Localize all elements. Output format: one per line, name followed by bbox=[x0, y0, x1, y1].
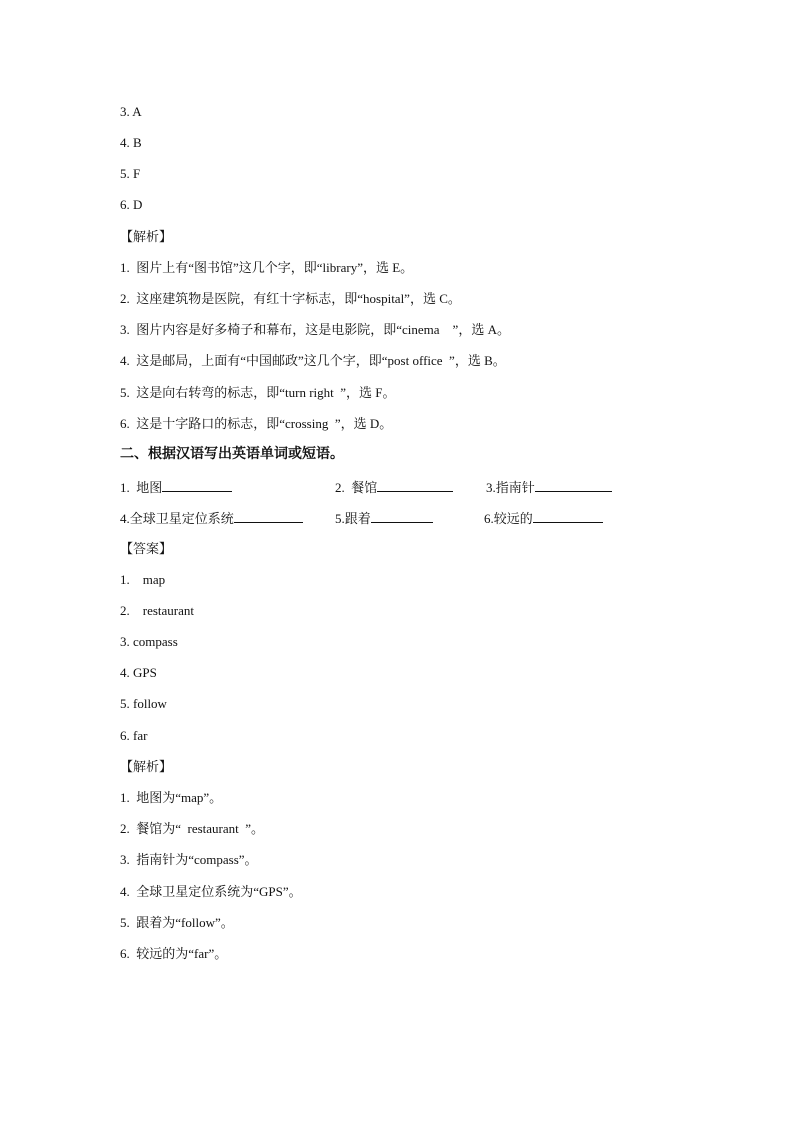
analysis-label: 【解析】 bbox=[120, 759, 173, 774]
analysis-item: 5. 跟着为“follow”。 bbox=[120, 915, 234, 930]
answer-item: 5. follow bbox=[120, 696, 167, 711]
answer-line-4: 4. B bbox=[120, 135, 142, 150]
analysis-label: 【解析】 bbox=[120, 229, 173, 244]
fill-in-item bbox=[120, 478, 232, 496]
answer-blank[interactable] bbox=[535, 478, 612, 492]
answer-line-3: 3. A bbox=[120, 104, 142, 119]
answer-blank[interactable] bbox=[371, 509, 433, 523]
fill-in-prompt: 3.指南针 bbox=[486, 480, 535, 495]
analysis-item: 2. 餐馆为“ restaurant ”。 bbox=[120, 821, 265, 836]
analysis-item: 4. 全球卫星定位系统为“GPS”。 bbox=[120, 884, 302, 899]
answer-blank[interactable] bbox=[234, 509, 303, 523]
fill-in-item bbox=[486, 478, 612, 496]
answer-label: 【答案】 bbox=[120, 541, 173, 556]
fill-in-prompt: 1. 地图 bbox=[120, 480, 163, 495]
section-heading: 二、根据汉语写出英语单词或短语。 bbox=[120, 447, 344, 462]
fill-in-prompt: 5.跟着 bbox=[335, 511, 371, 526]
answer-item: 1. map bbox=[120, 572, 166, 587]
answer-item: 2. restaurant bbox=[120, 603, 195, 618]
answer-blank[interactable] bbox=[533, 509, 603, 523]
analysis-item: 1. 地图为“map”。 bbox=[120, 790, 223, 805]
analysis-item: 1. 图片上有“图书馆”这几个字，即“library”，选 E。 bbox=[120, 260, 414, 275]
answer-line-5: 5. F bbox=[120, 166, 141, 181]
answer-blank[interactable] bbox=[162, 478, 232, 492]
fill-in-row-2 bbox=[120, 509, 680, 525]
answer-item: 6. far bbox=[120, 728, 148, 743]
fill-in-item bbox=[120, 509, 303, 527]
analysis-item: 5. 这是向右转弯的标志，即“turn right ”，选 F。 bbox=[120, 385, 396, 400]
fill-in-prompt: 4.全球卫星定位系统 bbox=[120, 511, 234, 526]
analysis-item: 3. 图片内容是好多椅子和幕布，这是电影院，即“cinema ”，选 A。 bbox=[120, 322, 510, 337]
analysis-item: 3. 指南针为“compass”。 bbox=[120, 852, 258, 867]
fill-in-item bbox=[335, 509, 433, 527]
analysis-item: 4. 这是邮局，上面有“中国邮政”这几个字，即“post office ”，选 B。 bbox=[120, 353, 506, 368]
fill-in-item bbox=[335, 478, 453, 496]
fill-in-item bbox=[484, 509, 603, 527]
analysis-item: 6. 较远的为“far”。 bbox=[120, 946, 228, 961]
analysis-item: 6. 这是十字路口的标志，即“crossing ”，选 D。 bbox=[120, 416, 393, 431]
fill-in-row-1 bbox=[120, 478, 680, 494]
answer-item: 4. GPS bbox=[120, 665, 157, 680]
fill-in-prompt: 2. 餐馆 bbox=[335, 480, 378, 495]
answer-item: 3. compass bbox=[120, 634, 178, 649]
analysis-item: 2. 这座建筑物是医院，有红十字标志，即“hospital”，选 C。 bbox=[120, 291, 461, 306]
answer-line-6: 6. D bbox=[120, 197, 143, 212]
fill-in-prompt: 6.较远的 bbox=[484, 511, 533, 526]
answer-blank[interactable] bbox=[377, 478, 453, 492]
